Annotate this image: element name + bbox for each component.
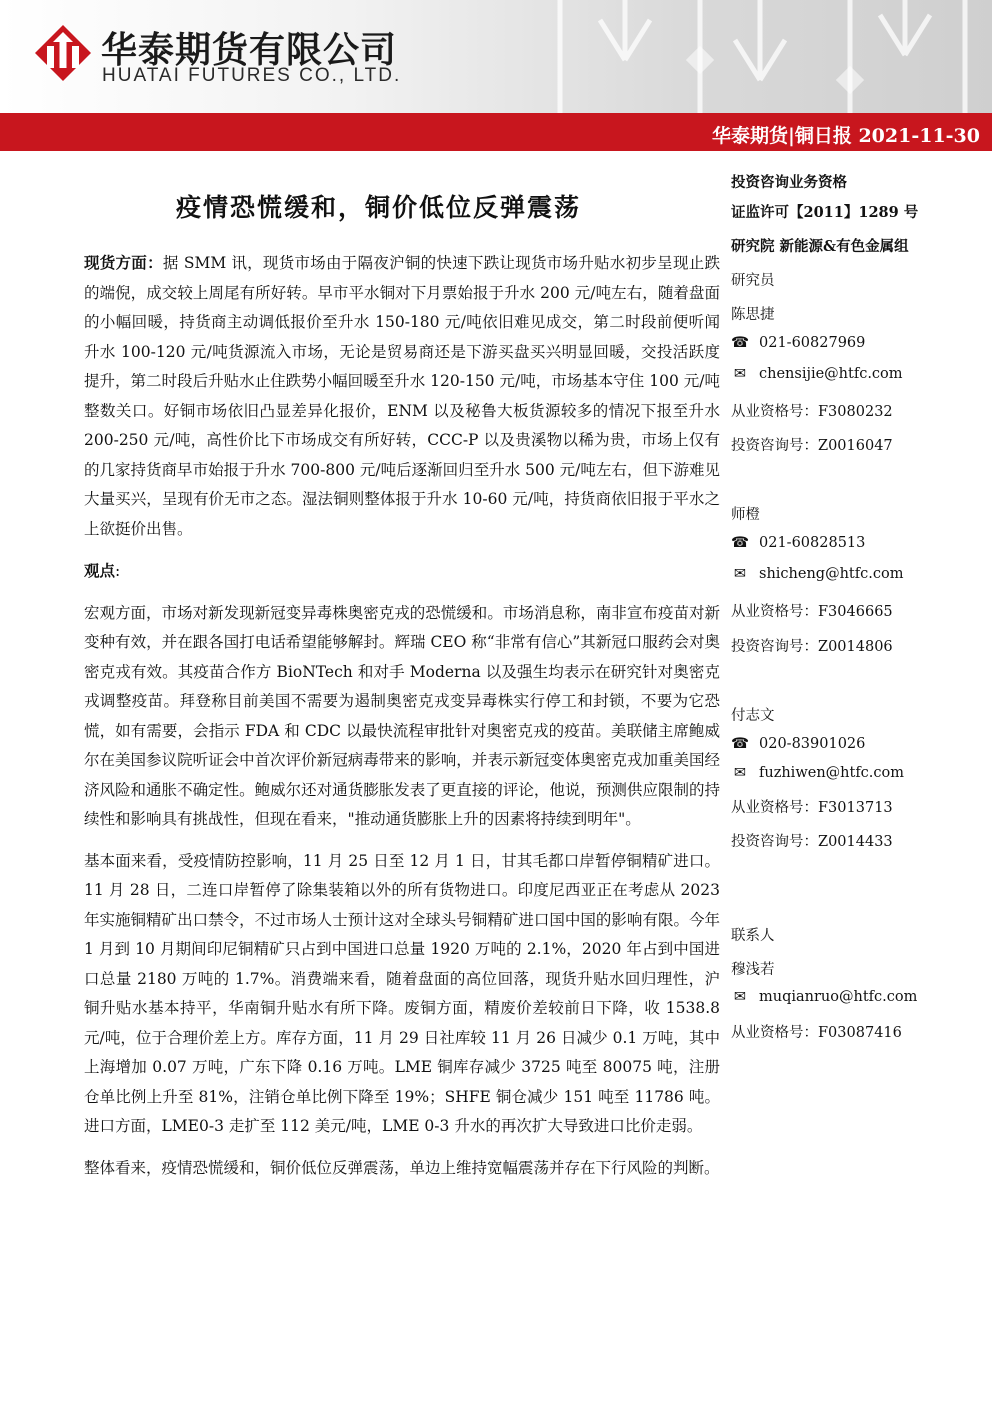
view-colon: : [115,562,121,580]
view-heading [84,556,720,587]
report-title: 疫情恐慌缓和，铜价低位反弹震荡 [176,193,582,222]
report-header [0,0,992,113]
company-name-en: HUATAI FUTURES CO., LTD. [102,65,402,86]
spot-paragraph [84,248,720,544]
company-name-cn: 华泰期货有限公司 [101,30,398,71]
report-tag: 华泰期货|铜日报 2021-11-30 [711,125,980,147]
researcher-cert: 从业资格号：F3046665 [731,604,893,620]
researcher-advisory: 投资咨询号：Z0016047 [731,438,893,454]
researcher-name: 师橙 [731,507,760,523]
contact-name: 穆浅若 [731,962,775,978]
contact-cert: 从业资格号：F03087416 [731,1025,902,1041]
email-icon: ✉ [733,366,747,382]
researcher-cert: 从业资格号：F3013713 [731,800,893,816]
email-icon: ✉ [733,989,747,1005]
researcher-advisory: 投资咨询号：Z0014433 [731,834,893,850]
main-content [84,248,720,1183]
researcher-advisory: 投资咨询号：Z0014806 [731,639,893,655]
contact-email[interactable]: ✉ muqianruo@htfc.com [731,989,917,1005]
researcher-name: 陈思捷 [731,307,775,323]
spot-text: 据 SMM 讯，现货市场由于隔夜沪铜的快速下跌让现货市场升贴水初步呈现止跌的端倪，成交较上周尾有所好转。早市平水铜对下月票始报于升水 200 元/吨左右，随着盘面的小幅回暖，持货商主动调低报价至升水 150-180 元/吨依旧难见成交，第二时段前便听闻升水 100-120 元/吨货源流入市场，无论是贸易商还是下游买盘买兴明显回暖，交投活跃度提升，第二时段后升贴水止住跌势小幅回暖至升水 120-150 元/吨，市场基本守住 100 元/吨整数关口。好铜市场依旧凸显差异化报价，ENM 以及秘鲁大板货源较多的情况下报至升水 200-250 元/吨，高性价比下市场成交有所好转，CCC-P 以及贵溪物以稀为贵，市场上仅有的几家持货商早市始报于升水 700-800 元/吨后逐渐回归至升水 500 元/吨左右，但下游难见大量买兴，呈现有价无市之态。湿法铜则整体报于升水 10-60 元/吨，持货商依旧报于平水之上欲挺价出售。 [84,254,720,538]
license-number: 证监许可【2011】1289 号 [731,204,919,221]
fundamental-paragraph: 基本面来看，受疫情防控影响，11 月 25 日至 12 月 1 日，甘其毛都口岸暂停铜精矿进口。11 月 28 日，二连口岸暂停了除集装箱以外的所有货物进口。印度尼西亚正在考虑从 2023 年实施铜精矿出口禁令，不过市场人士预计这对全球头号铜精矿进口国中国的影响有限。今年 1 月到 10 月期间印尼铜精矿只占到中国进口总量 1920 万吨的 2.1%，2020 年占到中国进口总量 2180 万吨的 1.7%。消费端来看，随着盘面的高位回落，现货升贴水回归理性，沪铜升贴水基本持平，华南铜升贴水有所下降。废铜方面，精废价差较前日下降，收 1538.8 元/吨，位于合理价差上方。库存方面，11 月 29 日社库较 11 月 26 日减少 0.1 万吨，其中上海增加 0.07 万吨，广东下降 0.16 万吨。LME 铜库存减少 3725 吨至 80075 吨，注册仓单比例上升至 81%，注销仓单比例下降至 19%；SHFE 铜仓减少 151 吨至 11786 吨。进口方面，LME0-3 走扩至 112 美元/吨，LME 0-3 升水的再次扩大导致进口比价走弱。 [84,851,720,1135]
email-icon: ✉ [733,566,747,582]
email-icon: ✉ [733,765,747,781]
phone-icon: ☎ [731,736,750,752]
researcher-cert: 从业资格号：F3080232 [731,404,893,420]
researcher-email[interactable]: ✉ chensijie@htfc.com [731,366,903,382]
company-logo-icon [34,24,92,82]
researcher-phone: ☎ 020-83901026 [731,736,866,752]
conclusion-paragraph: 整体看来，疫情恐慌缓和，铜价低位反弹震荡，单边上维持宽幅震荡并存在下行风险的判断。 [84,1158,720,1177]
institute-group: 研究院 新能源&有色金属组 [731,238,909,255]
qualification: 投资咨询业务资格 [731,174,847,191]
researcher-phone: ☎ 021-60827969 [731,335,866,351]
spot-label: 现货方面： [84,253,163,272]
contact-label: 联系人 [731,928,775,944]
view-label: 观点 [84,561,116,580]
researcher-label: 研究员 [731,273,775,289]
researcher-phone: ☎ 021-60828513 [731,535,866,551]
researcher-name: 付志文 [731,708,775,724]
macro-paragraph: 宏观方面，市场对新发现新冠变异毒株奥密克戎的恐慌缓和。市场消息称，南非宣布疫苗对新变种有效，并在跟各国打电话希望能够解封。辉瑞 CEO 称“非常有信心”其新冠口服药会对奥密克戎有效。其疫苗合作方 BioNTech 和对手 Moderna 以及强生均表示在研究针对奥密克戎调整疫苗。拜登称目前美国不需要为遏制奥密克戎变异毒株实行停工和封锁，不要为它恐慌，如有需要，会指示 FDA 和 CDC 以最快流程审批针对奥密克戎的疫苗。美联储主席鲍威尔在美国参议院听证会中首次评价新冠病毒带来的影响，并表示新冠变体奥密克戎加重美国经济风险和通胀不确定性。鲍威尔还对通货膨胀发表了更直接的评论，他说，预测供应限制的持续性和影响具有挑战性，但现在看来，"推动通货膨胀上升的因素将持续到明年"。 [84,603,720,828]
phone-icon: ☎ [731,535,750,551]
phone-icon: ☎ [731,335,750,351]
researcher-email[interactable]: ✉ fuzhiwen@htfc.com [731,765,904,781]
researcher-email[interactable]: ✉ shicheng@htfc.com [731,566,903,582]
report-tag-bar [0,113,992,151]
